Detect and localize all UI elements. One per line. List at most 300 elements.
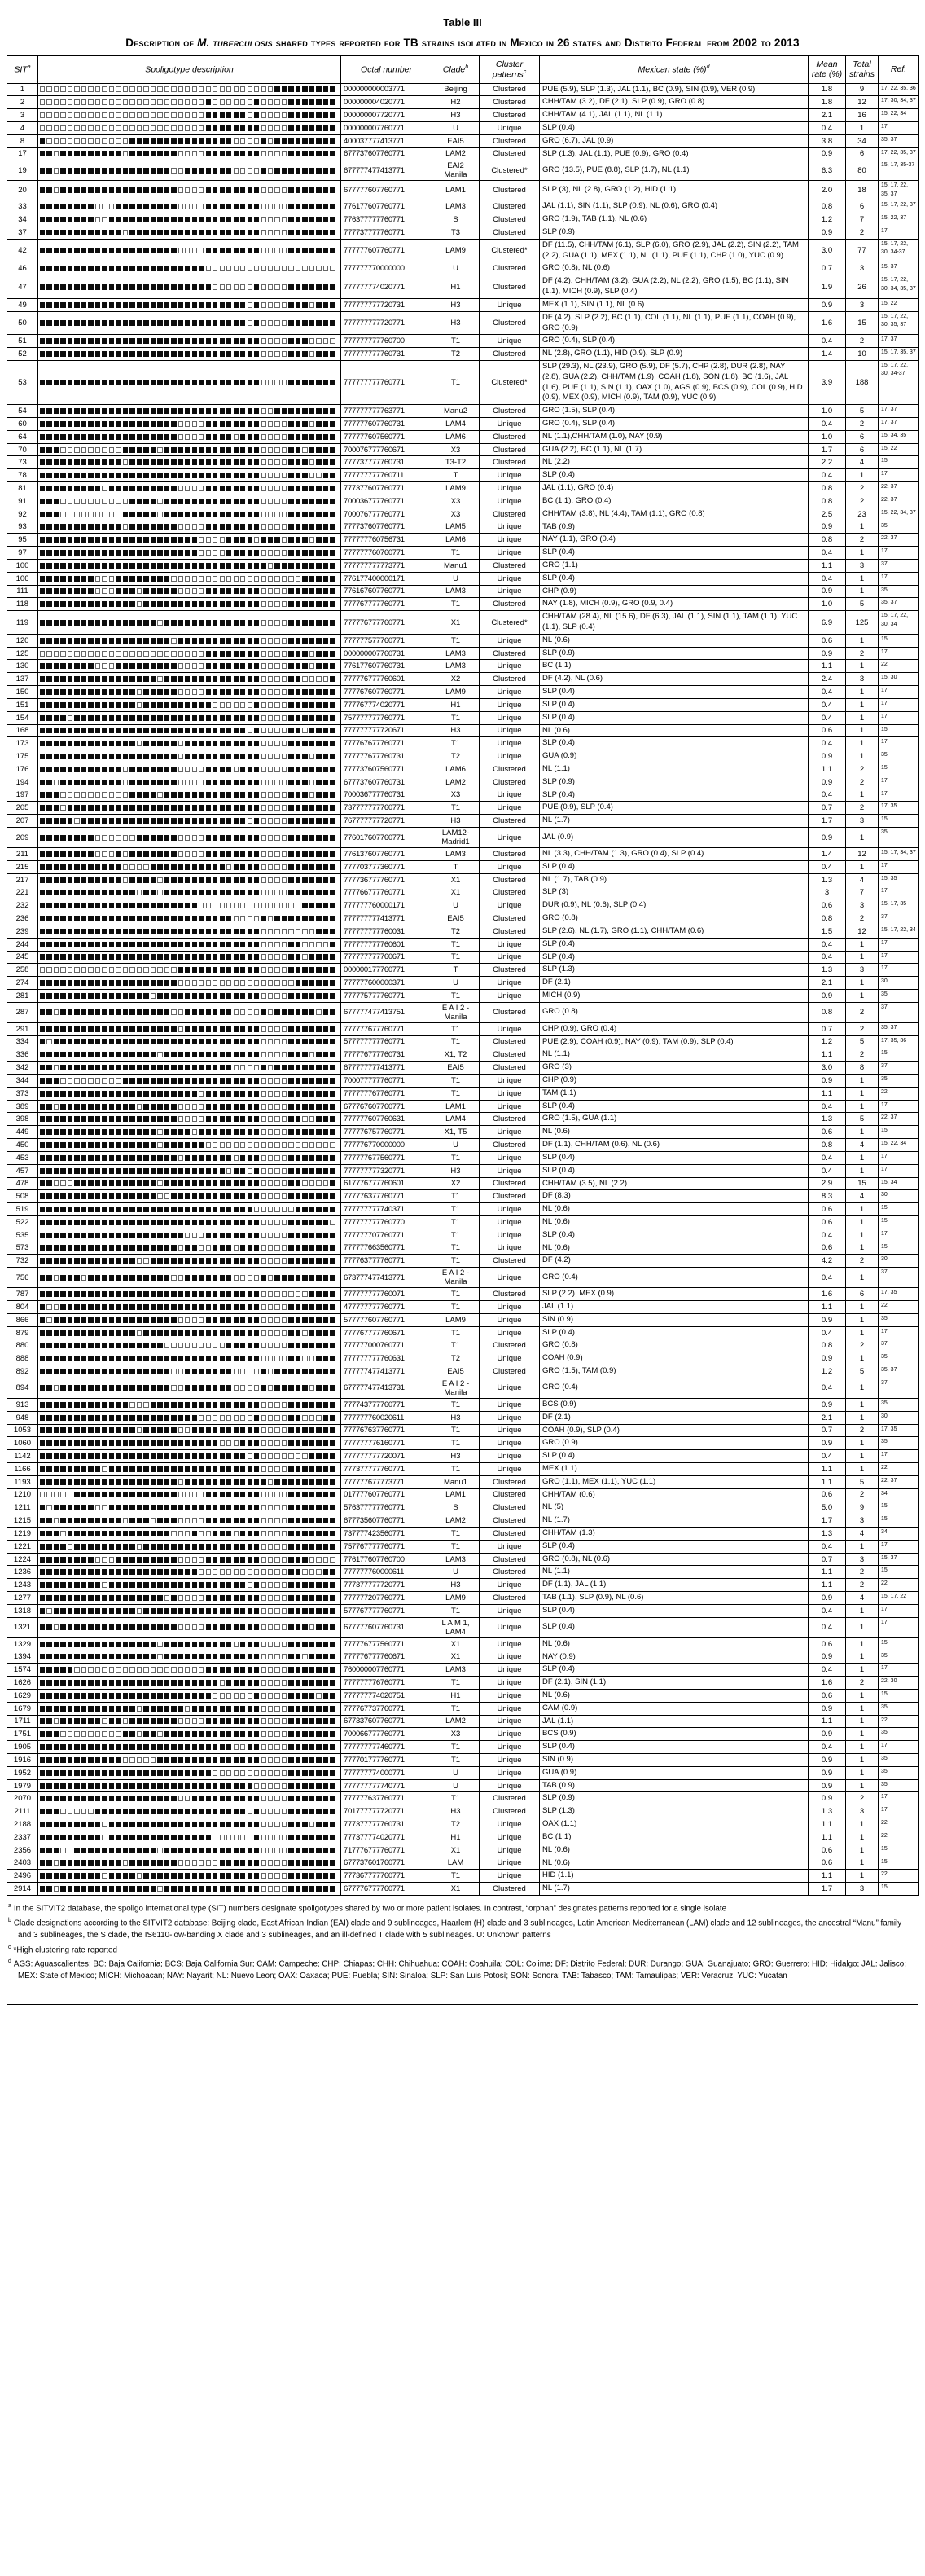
spacer-absent-square [323,942,328,947]
spacer-present-square [171,351,176,357]
sit-number: 100 [7,559,38,572]
spacer-present-square [206,1356,211,1361]
spacer-present-square [206,967,211,973]
spacer-absent-square [213,537,217,543]
spacer-present-square [157,903,162,908]
spacer-absent-square [123,877,128,883]
sit-number: 17 [7,147,38,160]
spacer-present-square [102,689,107,695]
references: 35 [879,521,919,534]
table-row [7,860,919,873]
spacer-present-square [234,1026,239,1032]
spacer-present-square [102,1039,107,1044]
mean-rate: 2.9 [809,1177,846,1190]
spacer-present-square [296,447,300,453]
spacer-present-square [302,1168,307,1174]
spacer-absent-square [46,1304,51,1310]
spacer-present-square [234,1343,239,1348]
spacer-present-square [74,1291,79,1297]
spacer-absent-square [60,1180,65,1186]
spacer-absent-square [102,1078,107,1084]
spacer-present-square [54,338,59,344]
spacer-present-square [254,1245,259,1251]
spacer-present-square [68,1356,72,1361]
spacer-present-square [137,877,142,883]
spacer-present-square [288,125,293,131]
clade: T1 [432,547,480,560]
references: 35, 37 [879,134,919,147]
spacer-present-square [81,620,86,626]
spacer-present-square [323,1026,328,1032]
spacer-absent-square [309,421,314,427]
spacer-absent-square [309,1116,314,1122]
spacer-absent-square [261,663,266,669]
spacer-present-square [185,473,190,478]
mean-rate: 0.4 [809,1268,846,1288]
spacer-present-square [68,1369,72,1374]
spacer-present-square [206,864,211,870]
spacer-present-square [254,728,259,733]
spacer-present-square [206,1402,211,1408]
octal-number: 000000004020771 [341,96,432,109]
spacer-present-square [116,954,121,960]
spacer-present-square [178,1078,183,1084]
spacer-present-square [323,1116,328,1122]
spacer-present-square [102,1233,107,1238]
spacer-present-square [102,877,107,883]
spacer-present-square [123,1258,128,1264]
spacer-absent-square [102,499,107,504]
spacer-present-square [88,1180,93,1186]
spacer-present-square [234,651,239,657]
spacer-present-square [74,916,79,921]
spacer-absent-square [234,576,239,582]
spacer-absent-square [288,1207,293,1212]
sit-number: 894 [7,1378,38,1398]
table-row [7,121,919,134]
spacer-present-square [102,1369,107,1374]
spacer-present-square [206,754,211,759]
spacer-present-square [213,676,217,682]
spacer-absent-square [95,86,100,92]
spacer-absent-square [248,99,252,105]
spacer-present-square [302,1091,307,1097]
spacer-absent-square [74,967,79,973]
spacer-present-square [316,1116,321,1122]
spacer-present-square [143,1369,148,1374]
spacer-present-square [178,676,183,682]
spacer-present-square [302,877,307,883]
spacer-present-square [185,138,190,144]
spacer-present-square [123,351,128,357]
spoligotype-pattern [38,298,341,311]
spacer-present-square [240,187,245,193]
spacer-present-square [316,1193,321,1199]
spacer-present-square [323,230,328,235]
spacer-absent-square [95,588,100,594]
cluster-pattern: Unique [480,1229,540,1242]
spacer-absent-square [282,890,287,895]
spacer-present-square [116,702,121,708]
spacer-present-square [178,1304,183,1310]
spacer-present-square [157,537,162,543]
spacer-absent-square [282,537,287,543]
spacer-present-square [288,851,293,857]
spacer-present-square [81,980,86,986]
spacer-present-square [60,187,65,193]
spacer-present-square [206,676,211,682]
spacer-present-square [296,993,300,999]
spacer-present-square [157,302,162,308]
spacer-present-square [54,1091,59,1097]
spacer-present-square [123,728,128,733]
spacer-present-square [296,217,300,222]
spacer-absent-square [54,1104,59,1110]
spacer-absent-square [206,86,211,92]
spoligotype-pattern [38,802,341,815]
spacer-absent-square [268,942,273,947]
spacer-present-square [74,780,79,785]
spacer-present-square [143,851,148,857]
spoligotype-pattern [38,1301,341,1314]
clade: LAM2 [432,776,480,789]
spacer-present-square [137,266,142,271]
spacer-present-square [46,1065,51,1070]
spacer-present-square [288,217,293,222]
spacer-present-square [248,434,252,440]
spacer-present-square [102,1356,107,1361]
spacer-absent-square [185,1116,190,1122]
total-strains: 1 [846,686,879,699]
cluster-pattern: Clustered [480,1365,540,1378]
clade: H3 [432,815,480,828]
spacer-present-square [302,916,307,921]
spacer-absent-square [54,1009,59,1015]
spacer-absent-square [274,1180,279,1186]
spacer-present-square [288,663,293,669]
spacer-present-square [330,864,335,870]
spacer-present-square [302,486,307,491]
spacer-absent-square [309,1356,314,1361]
spacer-present-square [234,1304,239,1310]
spacer-absent-square [109,447,114,453]
spacer-present-square [220,1385,225,1391]
total-strains: 1 [846,547,879,560]
spacer-absent-square [268,230,273,235]
spacer-present-square [185,728,190,733]
spacer-absent-square [199,1343,204,1348]
mean-rate: 0.9 [809,1313,846,1326]
spacer-present-square [54,702,59,708]
spacer-present-square [323,86,328,92]
spacer-present-square [248,1245,252,1251]
mexican-states: GRO (0.4), SLP (0.4) [540,418,809,431]
spacer-present-square [40,638,45,644]
mexican-states: SLP (0.4) [540,951,809,964]
spacer-present-square [330,537,335,543]
spacer-present-square [206,818,211,824]
spacer-present-square [199,1193,204,1199]
spacer-present-square [157,805,162,811]
spacer-present-square [192,601,197,607]
spacer-absent-square [274,576,279,582]
spacer-present-square [81,929,86,934]
spacer-present-square [330,728,335,733]
table-row [7,964,919,977]
spacer-present-square [309,1369,314,1374]
spacer-present-square [254,1039,259,1044]
spacer-present-square [143,1304,148,1310]
spacer-present-square [123,187,128,193]
spacer-present-square [323,818,328,824]
spacer-absent-square [254,1142,259,1148]
spacer-absent-square [274,1402,279,1408]
spacer-absent-square [178,851,183,857]
spacer-present-square [102,702,107,708]
spacer-absent-square [192,663,197,669]
spacer-present-square [206,524,211,530]
spacer-present-square [157,689,162,695]
spacer-present-square [164,689,169,695]
table-row [7,1151,919,1164]
spoligotype-pattern [38,1326,341,1339]
spacer-present-square [316,1207,321,1212]
spacer-present-square [288,230,293,235]
spacer-present-square [296,651,300,657]
spacer-present-square [60,1193,65,1199]
spacer-present-square [88,320,93,326]
spacer-present-square [137,151,142,156]
cluster-pattern: Unique [480,1022,540,1035]
spacer-absent-square [95,851,100,857]
total-strains: 1 [846,521,879,534]
spacer-present-square [226,499,231,504]
spacer-present-square [81,1207,86,1212]
spacer-present-square [199,1207,204,1212]
spacer-absent-square [157,1129,162,1135]
spacer-present-square [302,434,307,440]
spoligotype-pattern [38,508,341,521]
mexican-states: SLP (0.4) [540,686,809,699]
spacer-present-square [123,588,128,594]
spacer-absent-square [40,967,45,973]
spacer-present-square [220,942,225,947]
spacer-present-square [309,576,314,582]
spacer-absent-square [171,168,176,174]
spacer-absent-square [302,954,307,960]
mean-rate: 0.4 [809,686,846,699]
caption-species: M. tuberculosis [197,37,273,49]
mexican-states: SLP (29.3), NL (23.9), GRO (5.9), DF (5.7), CHP (2.8), DUR (2.8), NAY (2.8), GUA (2.2), CHH/TAM (1.9), COAH (1.8), SON (1.8), BC (1.6), JAL (1.6), PUE (1.1), SIN (1.1), OAX (1.0), AGS (0.9), BCS (0.9), COL (0.9), HID (0.9), MEX (0.9), MICH (0.9), TAM (0.9), YUC (0.9) [540,360,809,404]
spacer-present-square [226,1207,231,1212]
octal-number: 777777607560771 [341,430,432,443]
spacer-absent-square [282,601,287,607]
spacer-present-square [323,1220,328,1225]
spacer-absent-square [54,151,59,156]
spacer-present-square [151,864,156,870]
spacer-present-square [226,320,231,326]
spacer-absent-square [261,351,266,357]
spacer-present-square [226,588,231,594]
spacer-present-square [240,512,245,517]
spacer-present-square [143,434,148,440]
spacer-present-square [330,689,335,695]
spacer-present-square [178,1168,183,1174]
spacer-present-square [40,408,45,414]
spacer-present-square [88,408,93,414]
spacer-present-square [164,1065,169,1070]
spacer-present-square [240,1233,245,1238]
spacer-present-square [60,1343,65,1348]
references: 17 [879,1326,919,1339]
sit-number: 130 [7,660,38,673]
references: 17 [879,686,919,699]
spacer-absent-square [95,99,100,105]
spacer-absent-square [123,835,128,841]
mexican-states: SLP (0.4) [540,698,809,711]
spacer-present-square [206,1104,211,1110]
spacer-present-square [143,1026,148,1032]
spacer-absent-square [192,1104,197,1110]
spacer-present-square [316,689,321,695]
spacer-present-square [171,266,176,271]
spacer-present-square [95,601,100,607]
references: 35, 37 [879,1022,919,1035]
spacer-absent-square [274,942,279,947]
spacer-present-square [95,1039,100,1044]
spacer-present-square [288,550,293,556]
spacer-present-square [226,1275,231,1281]
spacer-present-square [54,1317,59,1323]
total-strains: 1 [846,469,879,482]
spacer-present-square [323,434,328,440]
spoligotype-pattern [38,348,341,361]
mexican-states: CHP (0.9) [540,585,809,598]
spacer-present-square [323,601,328,607]
spacer-present-square [88,351,93,357]
spacer-present-square [330,1317,335,1323]
spacer-present-square [46,767,51,772]
total-strains: 4 [846,456,879,469]
spacer-absent-square [282,125,287,131]
clade: X2 [432,1177,480,1190]
spacer-present-square [316,1026,321,1032]
spacer-present-square [74,524,79,530]
spacer-absent-square [240,903,245,908]
spacer-present-square [143,138,148,144]
spacer-absent-square [95,1078,100,1084]
spacer-present-square [330,638,335,644]
spacer-present-square [88,638,93,644]
spacer-present-square [102,1207,107,1212]
spacer-present-square [323,993,328,999]
spacer-absent-square [109,138,114,144]
mean-rate: 2.0 [809,181,846,200]
spacer-absent-square [268,459,273,465]
cluster-pattern: Unique [480,1268,540,1288]
spacer-absent-square [157,620,162,626]
total-strains: 1 [846,938,879,951]
spacer-present-square [234,1220,239,1225]
spacer-present-square [206,1291,211,1297]
spacer-present-square [74,1129,79,1135]
spacer-present-square [316,512,321,517]
spacer-present-square [129,993,134,999]
spacer-present-square [60,1291,65,1297]
spacer-present-square [137,767,142,772]
spacer-absent-square [178,835,183,841]
spacer-present-square [240,1078,245,1084]
cluster-pattern: Unique [480,660,540,673]
spacer-present-square [157,266,162,271]
spacer-present-square [164,499,169,504]
spacer-absent-square [261,702,266,708]
spacer-present-square [88,1291,93,1297]
spacer-present-square [226,421,231,427]
spacer-present-square [95,1180,100,1186]
spacer-present-square [248,967,252,973]
spacer-present-square [288,651,293,657]
spacer-present-square [54,805,59,811]
clade: LAM4 [432,418,480,431]
octal-number: 000000177760771 [341,964,432,977]
spacer-present-square [143,903,148,908]
spacer-present-square [129,890,134,895]
spacer-absent-square [282,792,287,798]
spacer-present-square [60,980,65,986]
spacer-present-square [102,903,107,908]
spacer-absent-square [268,473,273,478]
spacer-present-square [143,230,148,235]
spacer-absent-square [234,434,239,440]
octal-number: 777777777720771 [341,311,432,335]
spacer-present-square [240,780,245,785]
spacer-present-square [164,1168,169,1174]
references: 17, 35 [879,802,919,815]
references: 17 [879,226,919,240]
table-row [7,482,919,495]
spacer-present-square [254,1258,259,1264]
octal-number: 777777607760631 [341,1113,432,1126]
spacer-present-square [330,877,335,883]
spacer-absent-square [143,86,148,92]
spacer-present-square [95,380,100,385]
spacer-present-square [102,1155,107,1161]
spacer-absent-square [192,421,197,427]
spacer-present-square [46,284,51,290]
clade: E A I 2 - Manila [432,1002,480,1022]
spacer-present-square [102,980,107,986]
mean-rate: 0.9 [809,776,846,789]
spacer-present-square [288,767,293,772]
table-row [7,405,919,418]
spacer-present-square [40,1039,45,1044]
spacer-present-square [309,447,314,453]
spacer-present-square [309,916,314,921]
mean-rate: 0.7 [809,1022,846,1035]
mean-rate: 0.8 [809,534,846,547]
spacer-present-square [95,676,100,682]
spacer-present-square [248,408,252,414]
spacer-present-square [254,1220,259,1225]
spacer-present-square [234,151,239,156]
spacer-present-square [323,537,328,543]
spacer-present-square [164,473,169,478]
spacer-present-square [296,473,300,478]
spacer-absent-square [81,792,86,798]
spacer-present-square [213,890,217,895]
references: 17 [879,547,919,560]
